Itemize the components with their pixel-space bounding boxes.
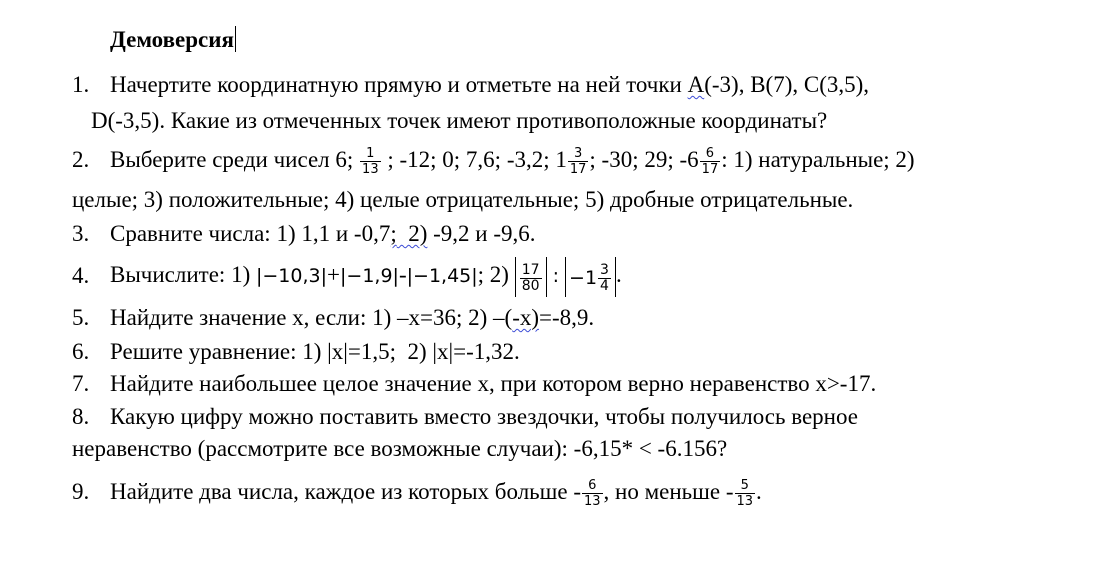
task-5-line: Найдите значение x, если: 1) –x=36; 2) –(-x)=-8,9. [110,305,595,330]
task-3-number: 3. [72,221,90,246]
abs-3: |−1,45| [406,265,478,287]
task-1-line-1: Начертите координатную прямую и отметьте на ней точки А(-3), В(7), С(3,5), [110,72,870,97]
abs-1: |−10,3| [255,265,328,287]
task-9-line: Найдите два числа, каждое из которых больше - $\frac{6}{13}$ , но меньше - $\frac{5}{13}$ . [110,478,762,510]
task-2-line-1: Выберите среди чисел 6; $\frac{1}{13}$ ; -12; 0; 7,6; -3,2; 1 $\frac{3}{17}$ ; -30; 29; -6 $\frac{6}{17}$ : 1) натуральные; 2) [110,146,915,178]
task-2-line-2: целые; 3) положительные; 4) целые отрицательные; 5) дробные отрицательные. [72,187,854,212]
task-4-number: 4. [72,263,90,288]
abs-mixed-number: −1 $\frac{3}{4}$ [565,257,616,297]
task-9-number: 9. [72,479,90,504]
task-4-line: Вычислите: 1) |−10,3|+|−1,9|-|−1,45|; 2) $\frac{17}{80}$ : −1 $\frac{3}{4}$ . [110,248,622,303]
task-5-number: 5. [72,305,90,330]
fraction-3-17: $\frac{3}{17}$ [569,146,587,178]
task-8-line-1: Какую цифру можно поставить вместо звездочки, чтобы получилось верное [110,404,858,429]
task-1-line-2: D(-3,5). Какие из отмеченных точек имеют противоположные координаты? [91,108,828,133]
fraction-6-17: $\frac{6}{17}$ [701,146,719,178]
fraction-6-13: $\frac{6}{13}$ [584,478,601,510]
task-7-line: Найдите наибольшее целое значение x, при котором верно неравенство x>-17. [110,371,877,396]
task-8-number: 8. [72,404,90,429]
fraction-5-13: $\frac{5}{13}$ [736,478,754,510]
task-3-line: Сравните числа: 1) 1,1 и -0,7; 2) -9,2 и -9,6. [110,221,536,246]
task-2-number: 2. [72,147,90,172]
task-8-line-2: неравенство (рассмотрите все возможные случаи): -6,15* < -6.156? [72,436,728,461]
abs-fraction-17-80: $\frac{17}{80}$ [515,257,547,297]
document-title: Демоверсия [110,27,234,52]
task-6-line: Решите уравнение: 1) |x|=1,5; 2) |x|=-1,32. [110,339,520,364]
task-7-number: 7. [72,371,90,396]
text-cursor [235,26,236,52]
task-6-number: 6. [72,339,90,364]
task-1-number: 1. [72,72,90,97]
fraction-1-13: $\frac{1}{13}$ [362,146,379,178]
abs-2: |−1,9| [340,265,399,287]
